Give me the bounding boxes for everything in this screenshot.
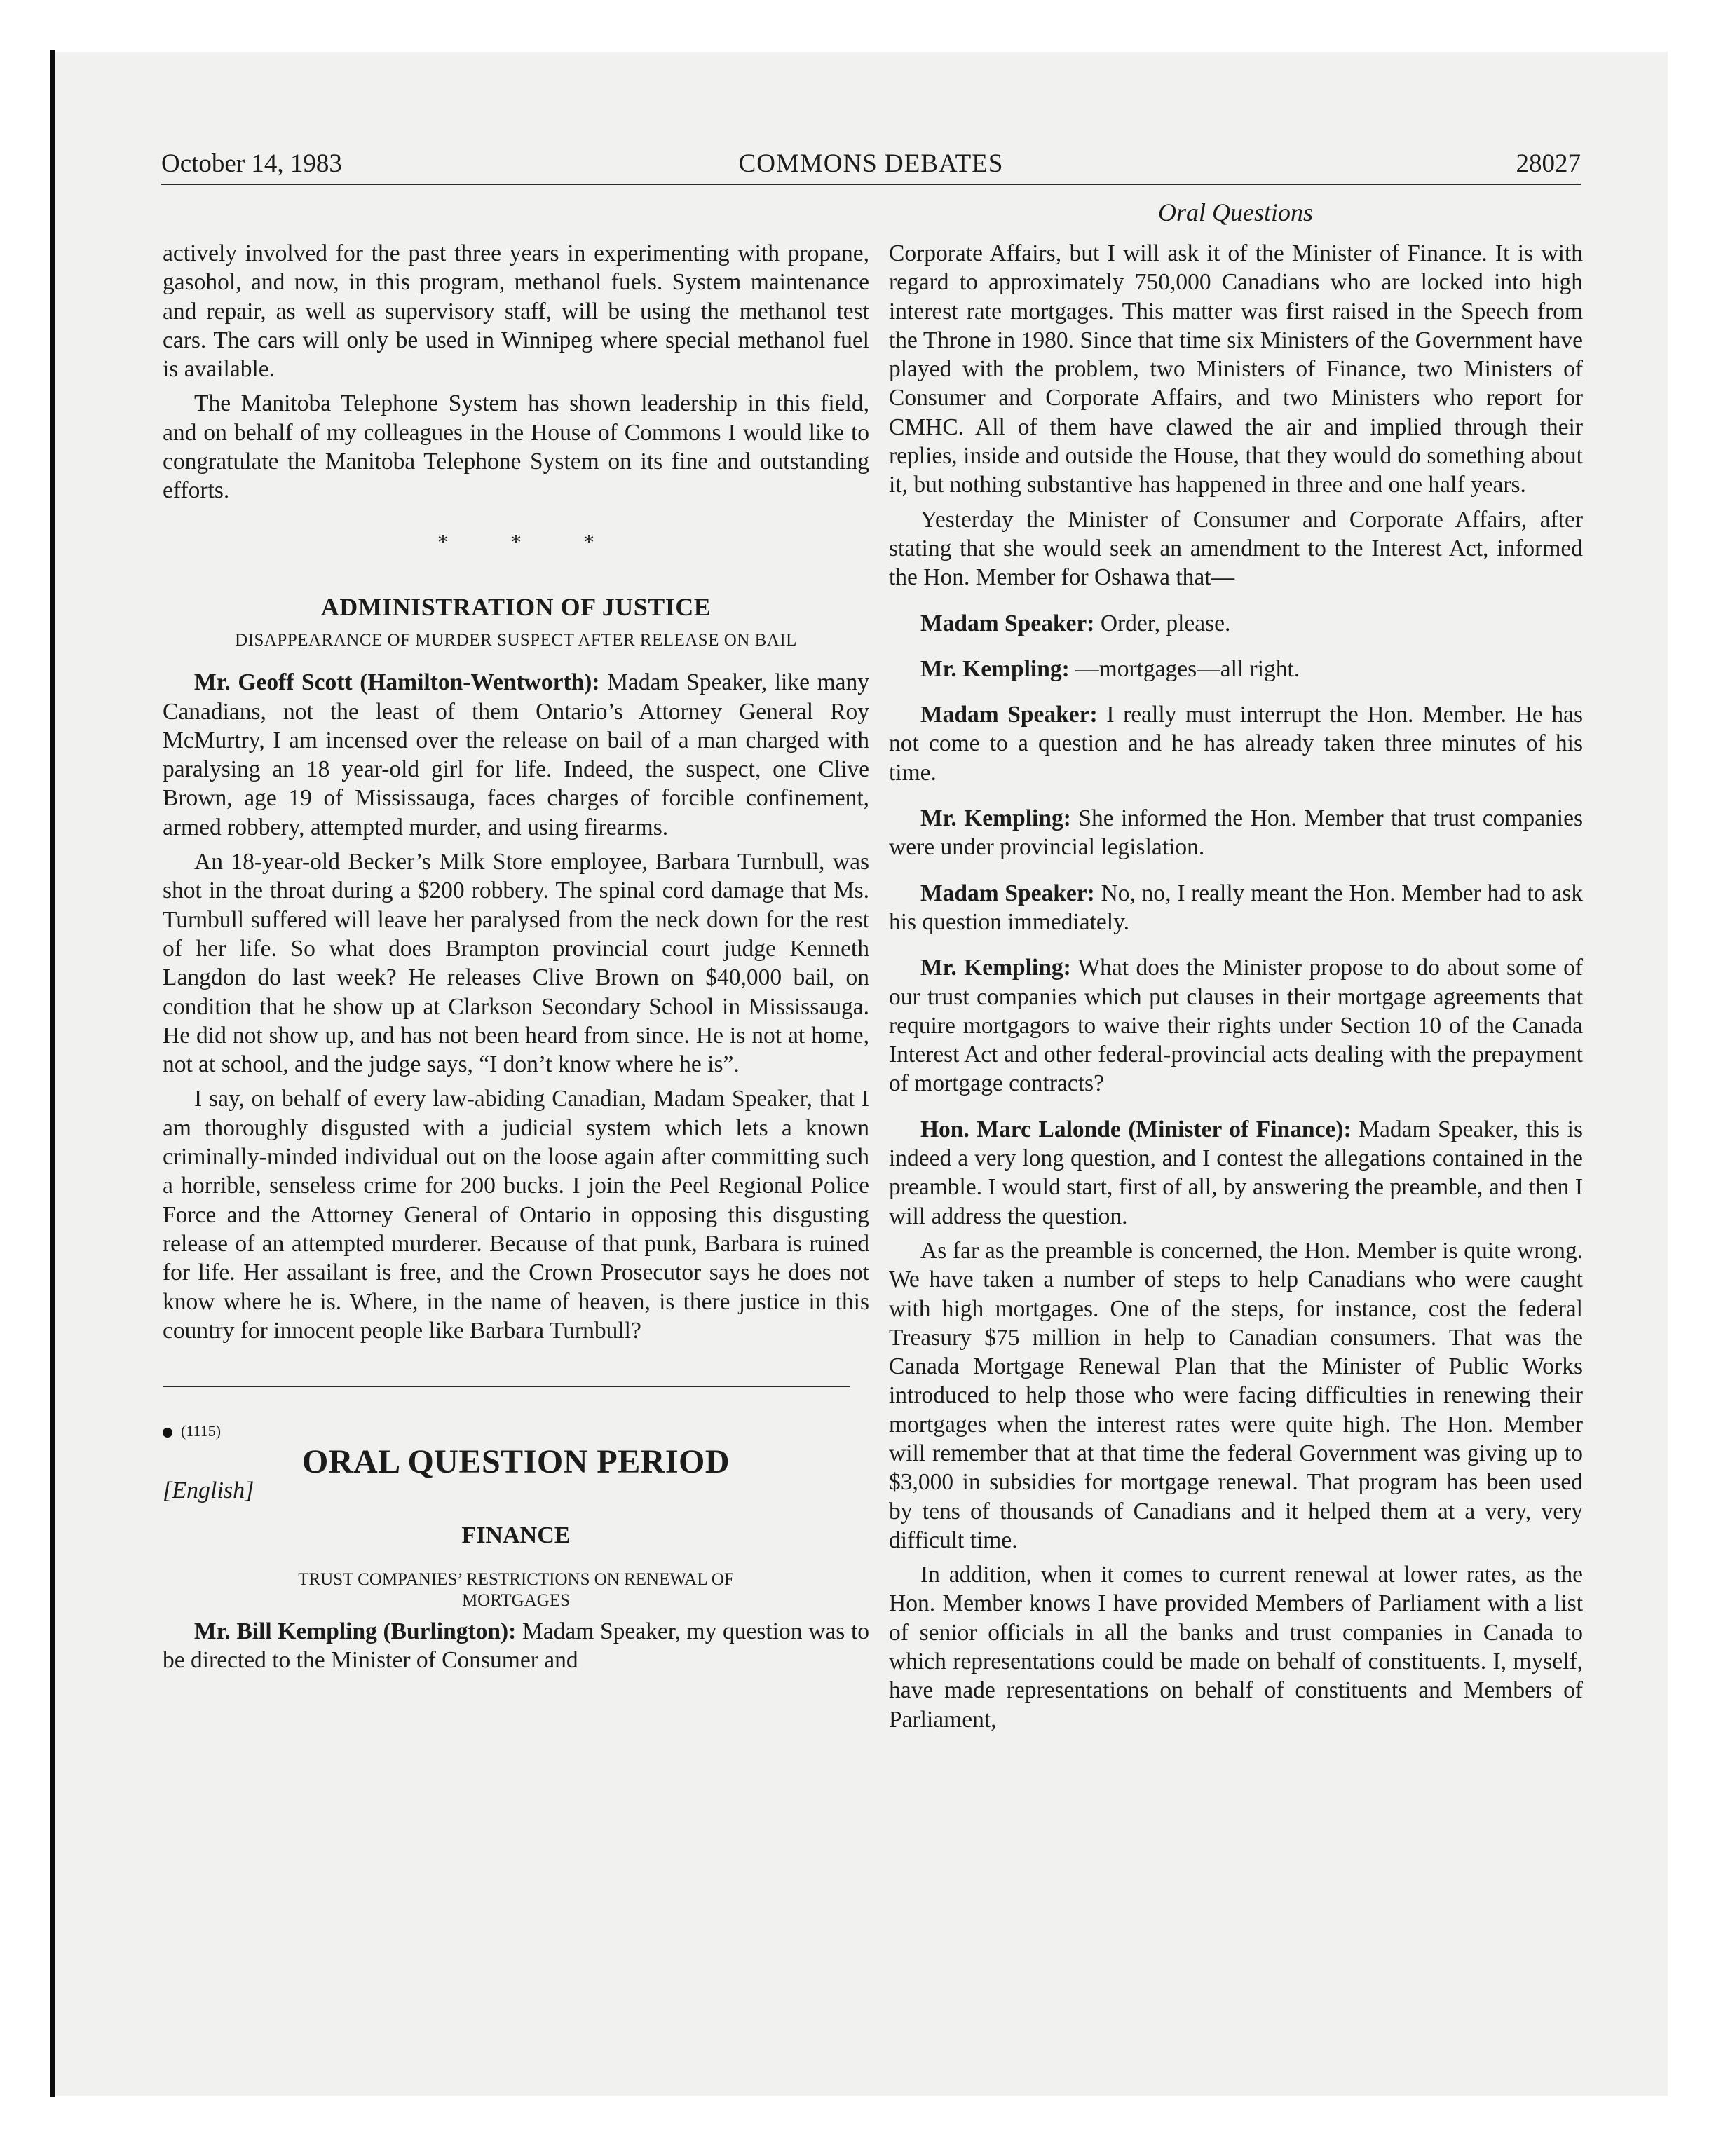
- paragraph: Yesterday the Minister of Consumer and Corporate Affairs, after stating that she would seek an amendment to the Interest Act, informed the Hon. Member for Oshawa that—: [889, 506, 1583, 591]
- section-rule: [163, 1386, 850, 1387]
- speech-madam-speaker: [889, 609, 1583, 638]
- subheading-trust-companies: TRUST COMPANIES’ RESTRICTIONS ON RENEWAL OF MORTGAGES: [298, 1569, 734, 1610]
- running-head: [161, 149, 1581, 184]
- binding-edge: [50, 50, 55, 2097]
- header-rule: [161, 184, 1581, 185]
- speaker-name: Mr. Geoff Scott (Hamilton-Wentworth):: [194, 669, 600, 696]
- heading-finance: FINANCE: [461, 1522, 571, 1548]
- speech-text: No, no, I really meant the Hon. Member had to ask his question immediately.: [889, 880, 1584, 935]
- speech-kempling: [163, 1617, 869, 1675]
- language-marker: [English]: [163, 1478, 254, 1504]
- paragraph: actively involved for the past three years in experimenting with propane, gasohol, and now, in this program, methanol fuels. System maintenance and repair, as well as supervisory staff, will be using the methanol test cars. The cars will only be used in Winnipeg where special methanol fuel is available.: [163, 240, 869, 383]
- speech-text: Madam Speaker, this is indeed a very long question, and I contest the allegations contained in the preamble. I would start, first of all, by answering the preamble, and then I will address the question.: [889, 1116, 1583, 1229]
- speech-madam-speaker: [889, 879, 1583, 937]
- bullet-icon: [163, 1428, 172, 1438]
- speaker-name: Mr. Kempling:: [920, 805, 1071, 832]
- header-date: October 14, 1983: [161, 149, 342, 178]
- speech-text: Madam Speaker, like many Canadians, not the least of them Ontario’s Attorney General Roy McMurtry, I am incensed over the release on bail of a man charged with paralysing an 18 year-old girl for life. Indeed, the suspect, one Clive Brown, age 19 of Mississauga, faces charges of forcible confinement, armed robbery, attempted murder, and using firearms.: [163, 669, 869, 840]
- speech-kempling: [889, 655, 1583, 683]
- time-marker: [163, 1417, 869, 1438]
- speech-text: She informed the Hon. Member that trust companies were under provincial legislation.: [889, 805, 1584, 861]
- speaker-name: Madam Speaker:: [920, 702, 1098, 728]
- paragraph: The Manitoba Telephone System has shown leadership in this field, and on behalf of my colleagues in the House of Commons I would like to congratulate the Manitoba Telephone System on its fine and outstanding efforts.: [163, 390, 869, 504]
- speech-text: I really must interrupt the Hon. Member. He has not come to a question and he has already taken three minutes of his time.: [889, 702, 1584, 786]
- speaker-name: Madam Speaker:: [920, 880, 1095, 906]
- heading-oral-question-period: ORAL QUESTION PERIOD: [301, 1443, 730, 1481]
- speech-lalonde: [889, 1115, 1583, 1231]
- header-publication: COMMONS DEBATES: [738, 149, 1004, 178]
- paragraph: I say, on behalf of every law-abiding Canadian, Madam Speaker, that I am thoroughly disgusted with a judicial system which lets a known criminally-minded individual out on the loose again after committing such a horrible, senseless crime for 200 bucks. I join the Peel Regional Police Force and the Attorney General of Ontario in opposing this disgusting release of an attempted murderer. Because of that punk, Barbara is ruined for life. Her assailant is free, and the Crown Prosecutor says he does not know where he is. Where, in the name of heaven, is there justice in this country for innocent people like Barbara Turnbull?: [163, 1086, 869, 1344]
- speech-text: —mortgages—all right.: [1075, 655, 1300, 682]
- scan-margin-top: [53, 0, 1735, 52]
- paragraph: An 18-year-old Becker’s Milk Store employee, Barbara Turnbull, was shot in the throat during a $200 robbery. The spinal cord damage that Ms. Turnbull suffered will leave her paralysed from the neck down for the rest of her life. So what does Brampton provincial court judge Kenneth Langdon do last week? He releases Clive Brown on $40,000 bail, on condition that he show up at Clarkson Secondary School in Mississauga. He did not show up, and has not been heard from since. He is not at home, not at school, and the judge says, “I don’t know where he is”.: [163, 849, 869, 1078]
- paragraph: Corporate Affairs, but I will ask it of the Minister of Finance. It is with regard to approximately 750,000 Canadians who are locked into high interest rate mortgages. This matter was first raised in the Speech from the Throne in 1980. Since that time six Ministers of the Government have played with the problem, two Ministers of Finance, two Ministers of Consumer and Corporate Affairs, and two Ministers who report for CMHC. All of them have clawed the air and implied through their replies, inside and outside the House, that they would do something about it, but nothing substantive has happened in three and one half years.: [889, 240, 1583, 498]
- speech-text: What does the Minister propose to do about some of our trust companies which put clauses in their mortgage agreements that require mortgagors to waive their rights under Section 10 of the Canada Interest Act and other federal-provincial acts dealing with the prepayment of mortgage contracts?: [889, 955, 1583, 1097]
- speaker-name: Hon. Marc Lalonde (Minister of Finance):: [920, 1116, 1352, 1142]
- speaker-name: Mr. Kempling:: [920, 655, 1070, 682]
- section-separator: * * *: [437, 528, 622, 554]
- speaker-name: Mr. Bill Kempling (Burlington):: [194, 1618, 517, 1644]
- speech-madam-speaker: [889, 700, 1583, 787]
- scan-margin-left: [0, 0, 53, 2156]
- speech-text: Order, please.: [1100, 610, 1231, 636]
- speech-scott: [163, 668, 869, 842]
- speech-kempling: [889, 953, 1583, 1098]
- speaker-name: Madam Speaker:: [920, 610, 1095, 636]
- header-page-number: 28027: [1516, 149, 1581, 178]
- right-column: [889, 239, 1583, 1734]
- heading-administration-of-justice: ADMINISTRATION OF JUSTICE: [320, 592, 712, 621]
- speech-kempling: [889, 804, 1583, 862]
- paragraph: As far as the preamble is concerned, the Hon. Member is quite wrong. We have taken a number of steps to help Canadians who were caught with high mortgages. One of the steps, for instance, cost the federal Treasury $75 million in help to Canadian consumers. That was the Canada Mortgage Renewal Plan that the Minister of Public Works introduced to help those who were facing difficulties in renewing their mortgages when the interest rates were quite high. The Hon. Member will remember that at that time the federal Government was giving up to $3,000 in subsidies for mortgage renewal. That program has been used by tens of thousands of Canadians and it helped them at a very, very difficult time.: [889, 1237, 1583, 1553]
- speech-text: Madam Speaker, my question was to be directed to the Minister of Consumer and: [163, 1618, 869, 1674]
- time-marker-text: (1115): [181, 1422, 222, 1440]
- speaker-name: Mr. Kempling:: [920, 955, 1071, 981]
- section-label: Oral Questions: [1157, 198, 1313, 226]
- subheading-disappearance: DISAPPEARANCE OF MURDER SUSPECT AFTER RELEASE ON BAIL: [235, 631, 797, 650]
- paragraph: In addition, when it comes to current renewal at lower rates, as the Hon. Member knows I have provided Members of Parliament with a list of senior officials in all the banks and trust companies in Canada to which representations could be made on behalf of constituents. I, myself, have made representations on behalf of constituents and Members of Parliament,: [889, 1562, 1583, 1733]
- left-column: [163, 239, 869, 1675]
